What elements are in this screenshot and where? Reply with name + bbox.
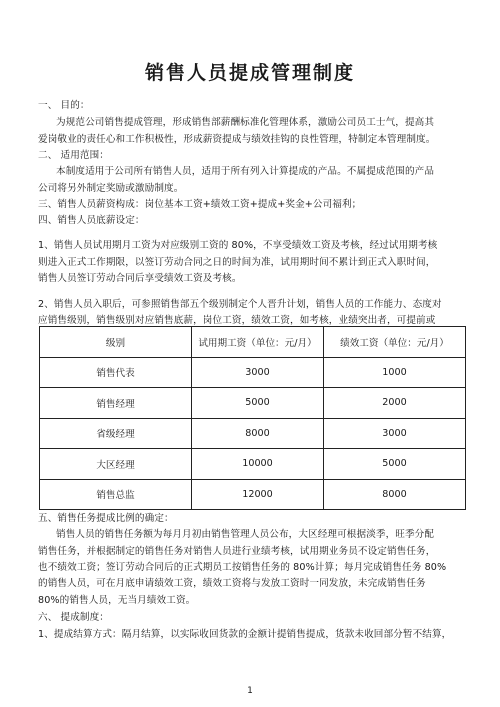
table-cell: 销售代表 — [40, 357, 192, 388]
page-number: 1 — [247, 686, 253, 696]
section-heading: 六、 提成制度： — [38, 612, 110, 623]
section-heading: 四、销售人员底薪设定： — [38, 215, 145, 226]
salary-table — [39, 326, 466, 510]
table-header-cell: 级别 — [40, 327, 192, 358]
table-row — [40, 418, 466, 449]
paragraph-line: 销售任务，并根据制定的销售任务对销售人员进行业绩考核，试用期业务员不设定销售任务， — [38, 546, 436, 557]
table-cell: 销售总监 — [40, 479, 192, 510]
table-header-row — [40, 327, 466, 358]
page-title: 销售人员提成管理制度 — [144, 62, 355, 84]
paragraph-line: 为规范公司销售提成管理，形成销售部薪酬标准化管理体系，激励公司员工士气，提高其 — [56, 117, 435, 128]
table-cell: 10000 — [192, 449, 324, 480]
paragraph-line: 销售人员的销售任务额为每月月初由销售管理人员公布，大区经理可根据淡季，旺季分配 — [56, 529, 435, 540]
table-cell: 省级经理 — [40, 418, 192, 449]
table-cell: 2000 — [324, 388, 466, 419]
paragraph-line: 则进入正式工作期限，以签订劳动合同之日的时间为准，试用期时间不累计到正式入职时间， — [38, 257, 436, 268]
table-cell: 12000 — [192, 479, 324, 510]
section-heading: 五、销售任务提成比例的确定： — [38, 513, 174, 524]
table-row — [40, 449, 466, 480]
table-cell: 3000 — [324, 418, 466, 449]
table-cell: 8000 — [324, 479, 466, 510]
table-cell: 销售经理 — [40, 388, 192, 419]
table-row — [40, 479, 466, 510]
table-cell: 5000 — [192, 388, 324, 419]
table-cell: 3000 — [192, 357, 324, 388]
paragraph-line: 销售人员签订劳动合同后享受绩效工资及考核。 — [38, 273, 242, 284]
paragraph-line: 爱岗敬业的责任心和工作积极性，形成薪资提成与绩效挂钩的良性管理，特制定本管理制度。 — [38, 134, 436, 145]
table-header-cell: 绩效工资（单位：元/月） — [324, 327, 466, 358]
paragraph-line: 1、提成结算方式：隔月结算，以实际收回货款的金额计提销售提成，货款未收回部分暂不结算， — [38, 629, 452, 640]
table-cell: 1000 — [324, 357, 466, 388]
table-cell: 大区经理 — [40, 449, 192, 480]
section-heading: 三、销售人员薪资构成：岗位基本工资+绩效工资+提成+奖金+公司福利； — [38, 199, 362, 210]
paragraph-line: 公司将另外制定奖励或激励制度。 — [38, 183, 184, 194]
paragraph-line: 80%的销售人员，无当月绩效工资。 — [38, 595, 196, 606]
paragraph-line: 1、销售人员试用期月工资为对应级别工资的 80%，不享受绩效工资及考核，经过试用期考核 — [38, 240, 438, 251]
paragraph-line: 应销售级别，销售级别对应销售底薪，岗位工资，绩效工资，如考核，业绩突出者，可提前或 — [38, 315, 436, 326]
paragraph-line: 本制度适用于公司所有销售人员，适用于所有列入计算提成的产品。不属提成范围的产品 — [56, 166, 435, 177]
table-row — [40, 357, 466, 388]
paragraph-line: 也不绩效工资；签订劳动合同后的正式期员工按销售任务的 80%计算；每月完成销售任务 80% — [38, 562, 447, 573]
paragraph-line: 2、销售人员入职后，可参照销售部五个级别制定个人晋升计划，销售人员的工作能力、态度对 — [38, 299, 442, 310]
table-cell: 8000 — [192, 418, 324, 449]
section-heading: 一、 目的： — [38, 100, 90, 111]
paragraph-line: 的销售人员，可在月底申请绩效工资，绩效工资将与发放工资时一同发放，未完成销售任务 — [38, 578, 426, 589]
table-cell: 5000 — [324, 449, 466, 480]
table-row — [40, 388, 466, 419]
section-heading: 二、 适用范围： — [38, 150, 110, 161]
table-header-cell: 试用期工资（单位：元/月） — [192, 327, 324, 358]
